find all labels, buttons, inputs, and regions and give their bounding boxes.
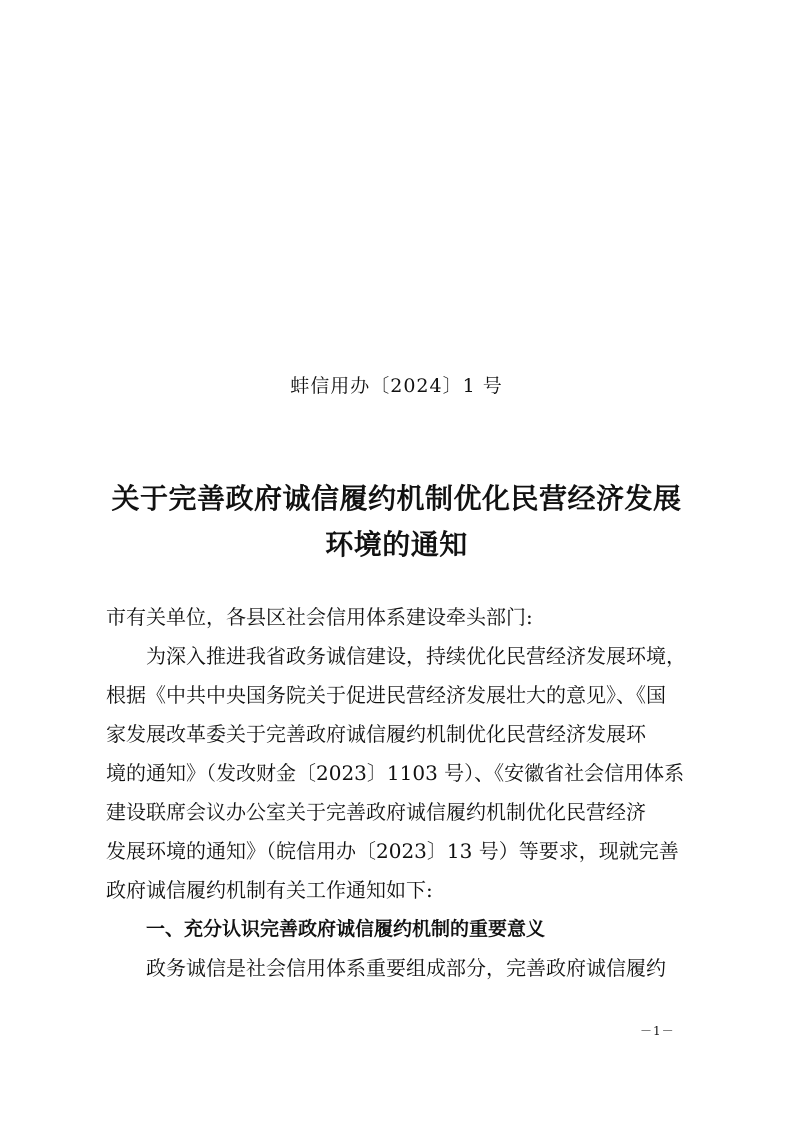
title-line-1: 关于完善政府诚信履约机制优化民营经济发展 [111,482,682,515]
paragraph-1-line: 发展环境的通知》（皖信用办〔2023〕13 号）等要求，现就完善 [106,839,679,863]
document-title [0,476,793,568]
document-number: 蚌信用办〔2024〕1 号 [290,375,503,397]
title-line-2: 环境的通知 [325,528,468,561]
paragraph-1-line: 境的通知》（发改财金〔2023〕1103 号）、《安徽省社会信用体系 [106,761,685,785]
paragraph-1-line: 为深入推进我省政务诚信建设，持续优化民营经济发展环境， [146,644,686,668]
paragraph-1-line: 建设联席会议办公室关于完善政府诚信履约机制优化民营经济 [106,800,646,824]
paragraph-1-line: 根据《中共中央国务院关于促进民营经济发展壮大的意见》、《国 [106,683,666,707]
paragraph-1-line: 政府诚信履约机制有关工作通知如下: [106,878,433,902]
addressee: 市有关单位，各县区社会信用体系建设牵头部门: [106,605,533,629]
section-1-heading: 一、充分认识完善政府诚信履约机制的重要意义 [146,918,546,940]
page-number: －1－ [640,1024,675,1038]
document-body [106,598,688,988]
paragraph-2-line: 政务诚信是社会信用体系重要组成部分，完善政府诚信履约 [146,956,666,980]
paragraph-1-line: 家发展改革委关于完善政府诚信履约机制优化民营经济发展环 [106,722,646,746]
